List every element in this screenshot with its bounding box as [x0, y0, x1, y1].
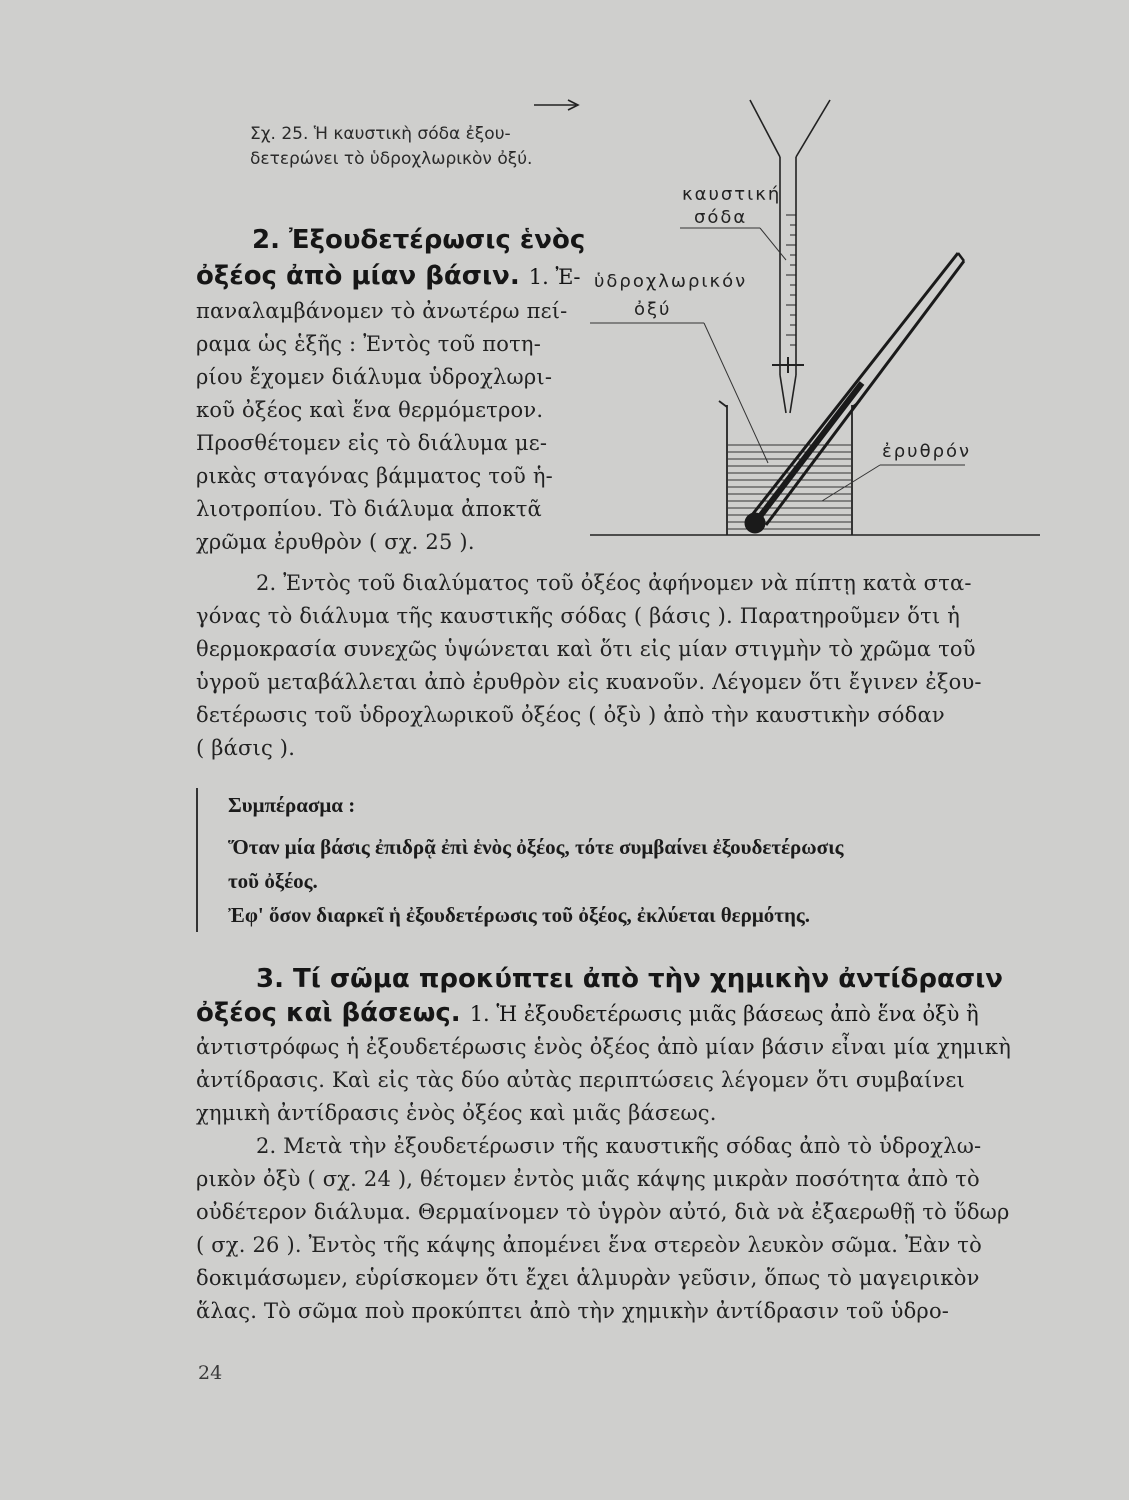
label-caustic-soda: καυστική [682, 184, 782, 205]
section-2-paragraph-2 [196, 567, 1016, 765]
body-line: δετέρωσις τοῦ ὑδροχλωρικοῦ ὀξέος ( ὀξὺ ) ἀπὸ τὴν καυστικὴν σόδαν [196, 703, 945, 727]
body-line: κοῦ ὀξέος καὶ ἕνα θερμόμετρον. [196, 398, 544, 422]
figure-caption [250, 122, 590, 172]
thermometer [745, 253, 964, 533]
body-line: οὐδέτερον διάλυμα. Θερμαίνομεν τὸ ὑγρὸν αὐτό, διὰ νὰ ἐξαερωθῇ τὸ ὕδωρ [196, 1200, 1010, 1224]
body-line: 2. Μετὰ τὴν ἐξουδετέρωσιν τῆς καυστικῆς σόδας ἀπὸ τὸ ὑδροχλω- [256, 1134, 982, 1158]
body-line: ρικὰς σταγόνας βάμματος τοῦ ἡ- [196, 464, 553, 488]
label-red: ἐρυθρόν [882, 441, 972, 462]
body-line: ραμα ὡς ἑξῆς : Ἐντὸς τοῦ ποτη- [196, 332, 542, 356]
body-line: ρικὸν ὀξὺ ( σχ. 24 ), θέτομεν ἐντὸς μιᾶς κάψης μικρὰν ποσότητα ἀπὸ τὸ [196, 1167, 980, 1191]
body-line: Προσθέτομεν εἰς τὸ διάλυμα με- [196, 431, 548, 455]
body-line: γόνας τὸ διάλυμα τῆς καυστικῆς σόδας ( βάσις ). Παρατηροῦμεν ὅτι ἡ [196, 604, 961, 628]
section-2 [196, 222, 586, 559]
label-hydrochloric-acid: ὑδροχλωρικόν [594, 271, 748, 292]
body-line: ἅλας. Τὸ σῶμα ποὺ προκύπτει ἀπὸ τὴν χημικὴν ἀντίδρασιν τοῦ ὑδρο- [196, 1299, 950, 1323]
body-line: ἀντίδρασις. Καὶ εἰς τὰς δύο αὐτὰς περιπτώσεις λέγομεν ὅτι συμβαίνει [196, 1068, 965, 1092]
body-line: 2. Ἐντὸς τοῦ διαλύματος τοῦ ὀξέος ἀφήνομεν νὰ πίπτῃ κατὰ στα- [256, 571, 972, 595]
body-line: δοκιμάσωμεν, εὑρίσκομεν ὅτι ἔχει ἁλμυρὰν γεῦσιν, ὅπως τὸ μαγειρικὸν [196, 1266, 980, 1290]
conclusion-line: Ὅταν μία βάσις ἐπιδρᾷ ἐπὶ ἑνὸς ὀξέος, τότε συμβαίνει ἐξουδετέρωσις [228, 835, 844, 859]
body-line: ( σχ. 26 ). Ἐντὸς τῆς κάψης ἀπομένει ἕνα στερεὸν λευκὸν σῶμα. Ἐὰν τὸ [196, 1233, 982, 1257]
conclusion-title: Συμπέρασμα : [228, 793, 356, 817]
body-line: παναλαμβάνομεν τὸ ἀνωτέρω πεί- [196, 299, 568, 323]
section-heading: 2. Ἐξουδετέρωσις ἑνὸς [252, 225, 586, 255]
conclusion-box [196, 788, 1028, 932]
caption-line: Σχ. 25. Ἡ καυστικὴ σόδα ἐξου- [250, 124, 511, 144]
body-line: ( βάσις ). [196, 736, 296, 760]
page-number: 24 [198, 1362, 223, 1384]
body-line: χημικὴ ἀντίδρασις ἑνὸς ὀξέος καὶ μιᾶς βάσεως. [196, 1101, 717, 1125]
conclusion-line: Ἐφ' ὅσον διαρκεῖ ἡ ἐξουδετέρωσις τοῦ ὀξέος, ἐκλύεται θερμότης. [228, 903, 810, 927]
label-caustic-soda: σόδα [694, 207, 748, 228]
conclusion-line: τοῦ ὀξέος. [228, 869, 318, 893]
body-line: ἀντιστρόφως ἡ ἐξουδετέρωσις ἑνὸς ὀξέος ἀπὸ μίαν βάσιν εἶναι μία χημικὴ [196, 1035, 1012, 1059]
section-heading: 3. Τί σῶμα προκύπτει ἀπὸ τὴν χημικὴν ἀντίδρασιν [256, 964, 1003, 994]
body-line: ρίου ἔχομεν διάλυμα ὑδροχλωρι- [196, 365, 553, 389]
body-line: ὑγροῦ μεταβάλλεται ἀπὸ ἐρυθρὸν εἰς κυανοῦν. Λέγομεν ὅτι ἔγινεν ἐξου- [196, 670, 982, 694]
burette [750, 100, 830, 413]
body-line: θερμοκρασία συνεχῶς ὑψώνεται καὶ ὅτι εἰς μίαν στιγμὴν τὸ χρῶμα τοῦ [196, 637, 976, 661]
body-line: χρῶμα ἐρυθρὸν ( σχ. 25 ). [196, 530, 475, 554]
caption-line: δετερώνει τὸ ὑδροχλωρικὸν ὀξύ. [250, 149, 533, 169]
section-heading: ὀξέος καὶ βάσεως. 1. Ἡ ἐξουδετέρωσις μιᾶς βάσεως ἀπὸ ἕνα ὀξὺ ἢ [196, 998, 979, 1028]
vector-arrow-icon [532, 98, 582, 112]
neutralization-apparatus-figure [590, 95, 1040, 545]
body-line: λιοτροπίου. Τὸ διάλυμα ἀποκτᾶ [196, 497, 542, 521]
label-hydrochloric-acid: ὀξύ [634, 299, 672, 320]
acid-solution [727, 445, 852, 529]
section-heading: ὀξέος ἀπὸ μίαν βάσιν. 1. Ἐ- [196, 261, 581, 291]
section-3 [196, 962, 1016, 1328]
